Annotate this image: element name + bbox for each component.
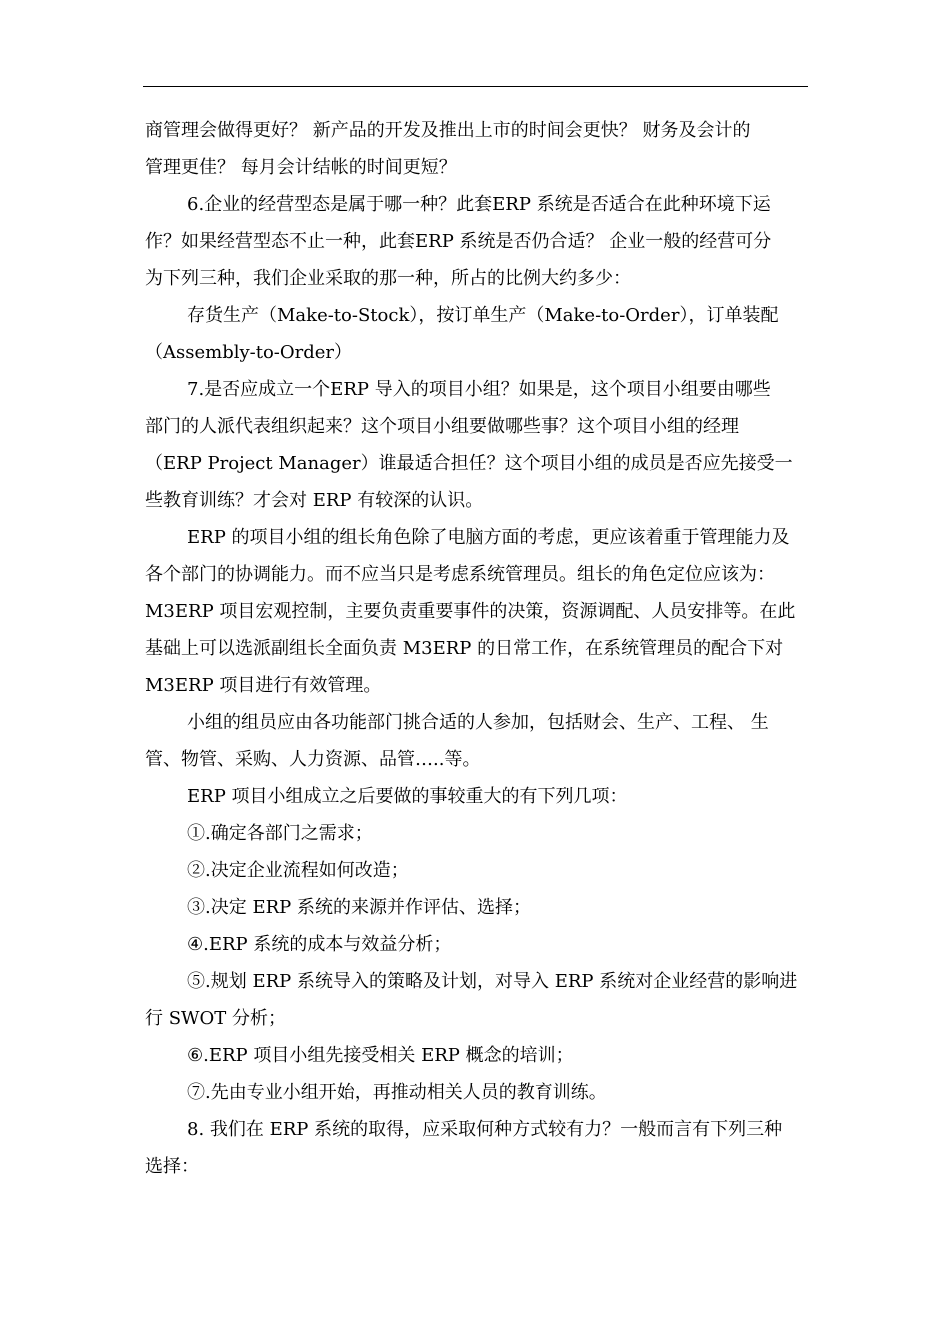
text-line: 各个部门的协调能力。而不应当只是考虑系统管理员。组长的角色定位应该为： xyxy=(145,564,775,585)
text-line: M3ERP 项目进行有效管理。 xyxy=(145,675,382,696)
text-line: 8. 我们在 ERP 系统的取得，应采取何种方式较有力？一般而言有下列三种 xyxy=(187,1119,783,1140)
text-line: M3ERP 项目宏观控制，主要负责重要事件的决策，资源调配、人员安排等。在此 xyxy=(145,601,796,622)
text-line: 作？如果经营型态不止一种，此套ERP 系统是否仍合适？ 企业一般的经营可分 xyxy=(145,231,772,252)
text-line: 小组的组员应由各功能部门挑合适的人参加，包括财会、生产、工程、 生 xyxy=(187,712,769,733)
text-line: 基础上可以选派副组长全面负责 M3ERP 的日常工作，在系统管理员的配合下对 xyxy=(145,638,784,659)
text-line: ERP 的项目小组的组长角色除了电脑方面的考虑，更应该着重于管理能力及 xyxy=(187,527,790,548)
text-line: （Assembly-to-Order） xyxy=(145,342,353,363)
text-line: ②.决定企业流程如何改造； xyxy=(187,860,409,881)
text-line: 为下列三种，我们企业采取的那一种，所占的比例大约多少： xyxy=(145,268,631,289)
text-line: 商管理会做得更好？ 新产品的开发及推出上市的时间会更快？ 财务及会计的 xyxy=(145,120,751,141)
text-line: ④.ERP 系统的成本与效益分析； xyxy=(187,934,452,955)
document-body xyxy=(145,112,835,1185)
text-line: ③.决定 ERP 系统的来源并作评估、选择； xyxy=(187,897,531,918)
text-line: （ERP Project Manager）谁最适合担任？这个项目小组的成员是否应先接受一 xyxy=(145,453,793,474)
header-rule xyxy=(143,86,808,87)
text-line: 选择： xyxy=(145,1156,199,1177)
text-line: ①.确定各部门之需求； xyxy=(187,823,373,844)
text-line: 部门的人派代表组织起来？这个项目小组要做哪些事？这个项目小组的经理 xyxy=(145,416,739,437)
text-line: ⑥.ERP 项目小组先接受相关 ERP 概念的培训； xyxy=(187,1045,574,1066)
text-line: ERP 项目小组成立之后要做的事较重大的有下列几项： xyxy=(187,786,628,807)
text-line: 存货生产（Make-to-Stock），按订单生产（Make-to-Order），订单装配 xyxy=(187,305,779,326)
text-line: 7.是否应成立一个ERP 导入的项目小组？如果是，这个项目小组要由哪些 xyxy=(187,379,771,400)
text-line: 管理更佳？ 每月会计结帐的时间更短？ xyxy=(145,157,457,178)
text-line: 6.企业的经营型态是属于哪一种？此套ERP 系统是否适合在此种环境下运 xyxy=(187,194,771,215)
text-line: ⑦.先由专业小组开始，再推动相关人员的教育训练。 xyxy=(187,1082,607,1103)
text-line: ⑤.规划 ERP 系统导入的策略及计划，对导入 ERP 系统对企业经营的影响进 xyxy=(187,971,798,992)
text-line: 行 SWOT 分析； xyxy=(145,1008,287,1029)
text-line: 些教育训练？才会对 ERP 有较深的认识。 xyxy=(145,490,484,511)
text-line: 管、物管、采购、人力资源、品管…..等。 xyxy=(145,749,481,770)
